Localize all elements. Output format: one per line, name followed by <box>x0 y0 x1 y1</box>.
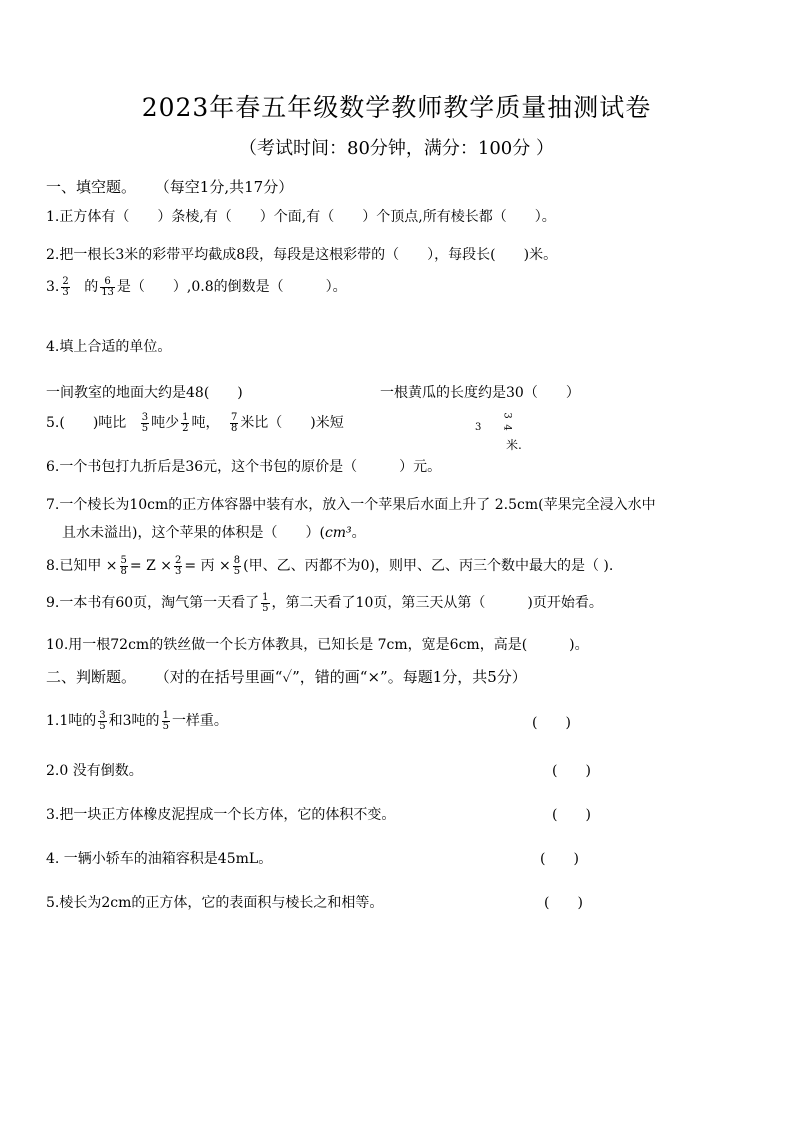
j1-f2-num: 1 <box>162 709 169 721</box>
q9-fraction <box>261 593 269 614</box>
q5-fraction-2 <box>181 413 189 434</box>
question-4a: 一间教室的地面大约是48( ) <box>46 385 243 401</box>
j1-c: 一样重。 <box>171 713 228 729</box>
q8-d: (甲、乙、丙都不为0)，则甲、乙、丙三个数中最大的是（ ). <box>243 558 614 574</box>
q8-f3-num: 8 <box>233 554 241 566</box>
section2-note: （对的在括号里画“✓”，错的画“×”。每题1分，共5分） <box>154 668 527 686</box>
q8-fraction-3 <box>233 556 241 577</box>
q3-fraction-1 <box>61 277 69 298</box>
q3-f2-den: 13 <box>101 286 114 298</box>
section1-heading-text: 一、填空题。 <box>46 178 137 196</box>
question-7-line2 <box>62 522 366 542</box>
q5-a: 5.( )吨比 <box>46 415 127 431</box>
q5-f1-den: 5 <box>141 422 149 434</box>
j1-fraction-1 <box>98 711 106 732</box>
judge-3: 3.把一块正方体橡皮泥捏成一个长方体，它的体积不变。 <box>46 807 396 823</box>
q5-f2-num: 1 <box>182 411 189 423</box>
question-4b: 一根黄瓜的长度约是30（ ） <box>380 385 580 401</box>
j1-f1-num: 3 <box>99 709 106 721</box>
q8-f2-den: 3 <box>175 565 182 577</box>
stray-unit: 米. <box>506 438 522 452</box>
q7-unit: cm³ <box>324 525 352 541</box>
judge-5: 5.棱长为2cm的正方体，它的表面积与棱长之和相等。 <box>46 895 384 911</box>
question-1: 1.正方体有（ ）条棱,有（ ）个面,有（ ）个顶点,所有棱长都（ ）。 <box>46 209 556 225</box>
judge-1 <box>46 710 228 732</box>
q5-d: 米比（ )米短 <box>240 415 344 431</box>
question-2: 2.把一根长3米的彩带平均截成8段，每段是这根彩带的（ ），每段长( )米。 <box>46 247 558 263</box>
q9-f-den: 5 <box>262 602 269 614</box>
question-9 <box>46 592 603 614</box>
answer-blank-3[interactable]: ( ) <box>552 807 591 823</box>
q5-c: 吨， <box>191 415 220 431</box>
section2-heading-text: 二、判断题。 <box>46 668 137 686</box>
q3-rest: 是（ ）,0.8的倒数是（ ）。 <box>116 279 347 295</box>
question-10: 10.用一根72cm的铁丝做一个长方体教具，已知长是 7cm，宽是6cm，高是( )。 <box>46 637 589 653</box>
question-3 <box>46 276 347 298</box>
stray-digit-rotated: 3 <box>501 412 513 419</box>
question-4: 4.填上合适的单位。 <box>46 339 172 355</box>
q8-b: = Z × <box>129 558 173 574</box>
q5-fraction-3 <box>230 413 238 434</box>
section1-note: （每空1分,共17分） <box>154 178 294 196</box>
j1-b: 和3吨的 <box>108 713 160 729</box>
q3-mid: 的 <box>84 279 99 295</box>
q3-f1-den: 3 <box>62 286 69 298</box>
stray-digit: 3 <box>475 422 482 433</box>
page-title: 2023年春五年级数学教师教学质量抽测试卷 <box>141 93 652 122</box>
answer-blank-5[interactable]: ( ) <box>544 895 583 911</box>
q5-f1-num: 3 <box>141 411 149 423</box>
q7-end: 。 <box>351 525 366 541</box>
q5-f2-den: 2 <box>182 422 189 434</box>
q5-f3-den: 8 <box>230 422 238 434</box>
q3-f1-num: 2 <box>62 275 69 287</box>
question-8 <box>46 555 613 577</box>
q3-prefix: 3. <box>46 279 60 295</box>
section1-heading <box>46 176 293 197</box>
answer-blank-4[interactable]: ( ) <box>540 851 579 867</box>
stray-digit-rotated-2: 4 <box>501 424 513 431</box>
exam-info: （考试时间：80分钟，满分：100分 ） <box>239 138 554 159</box>
q8-f1-num: 5 <box>120 554 127 566</box>
q3-fraction-2 <box>100 277 115 298</box>
q8-fraction-1 <box>120 556 128 577</box>
question-7-line1: 7.一个棱长为10cm的正方体容器中装有水，放入一个苹果后水面上升了 2.5cm(苹果完全浸入水中 <box>46 497 656 513</box>
q5-fraction-1 <box>141 413 149 434</box>
q9-b: ，第二天看了10页，第三天从第（ )页开始看。 <box>271 595 603 611</box>
q8-f2-num: 2 <box>175 554 182 566</box>
j1-fraction-2 <box>162 711 170 732</box>
q7-text: 且水未溢出)，这个苹果的体积是（ ）( <box>62 525 325 541</box>
question-5 <box>46 412 344 434</box>
q8-f1-den: 8 <box>120 565 127 577</box>
q8-f3-den: 5 <box>233 565 241 577</box>
section2-heading <box>46 666 527 687</box>
question-6: 6.一个书包打九折后是36元，这个书包的原价是（ ）元。 <box>46 459 442 475</box>
j1-f1-den: 5 <box>99 720 106 732</box>
q8-a: 8.已知甲 × <box>46 558 118 574</box>
judge-2: 2.0 没有倒数。 <box>46 763 143 779</box>
q9-f-num: 1 <box>262 591 269 603</box>
j1-f2-den: 5 <box>162 720 169 732</box>
answer-blank-2[interactable]: ( ) <box>552 763 591 779</box>
q5-b: 吨少 <box>151 415 180 431</box>
q8-c: = 丙 × <box>184 558 231 574</box>
j1-a: 1.1吨的 <box>46 713 97 729</box>
q5-f3-num: 7 <box>230 411 238 423</box>
judge-4: 4. 一辆小轿车的油箱容积是45mL。 <box>46 851 273 867</box>
q3-f2-num: 6 <box>100 277 115 288</box>
answer-blank-1[interactable]: ( ) <box>532 715 571 731</box>
q9-a: 9.一本书有60页，淘气第一天看了 <box>46 595 260 611</box>
q8-fraction-2 <box>174 556 182 577</box>
